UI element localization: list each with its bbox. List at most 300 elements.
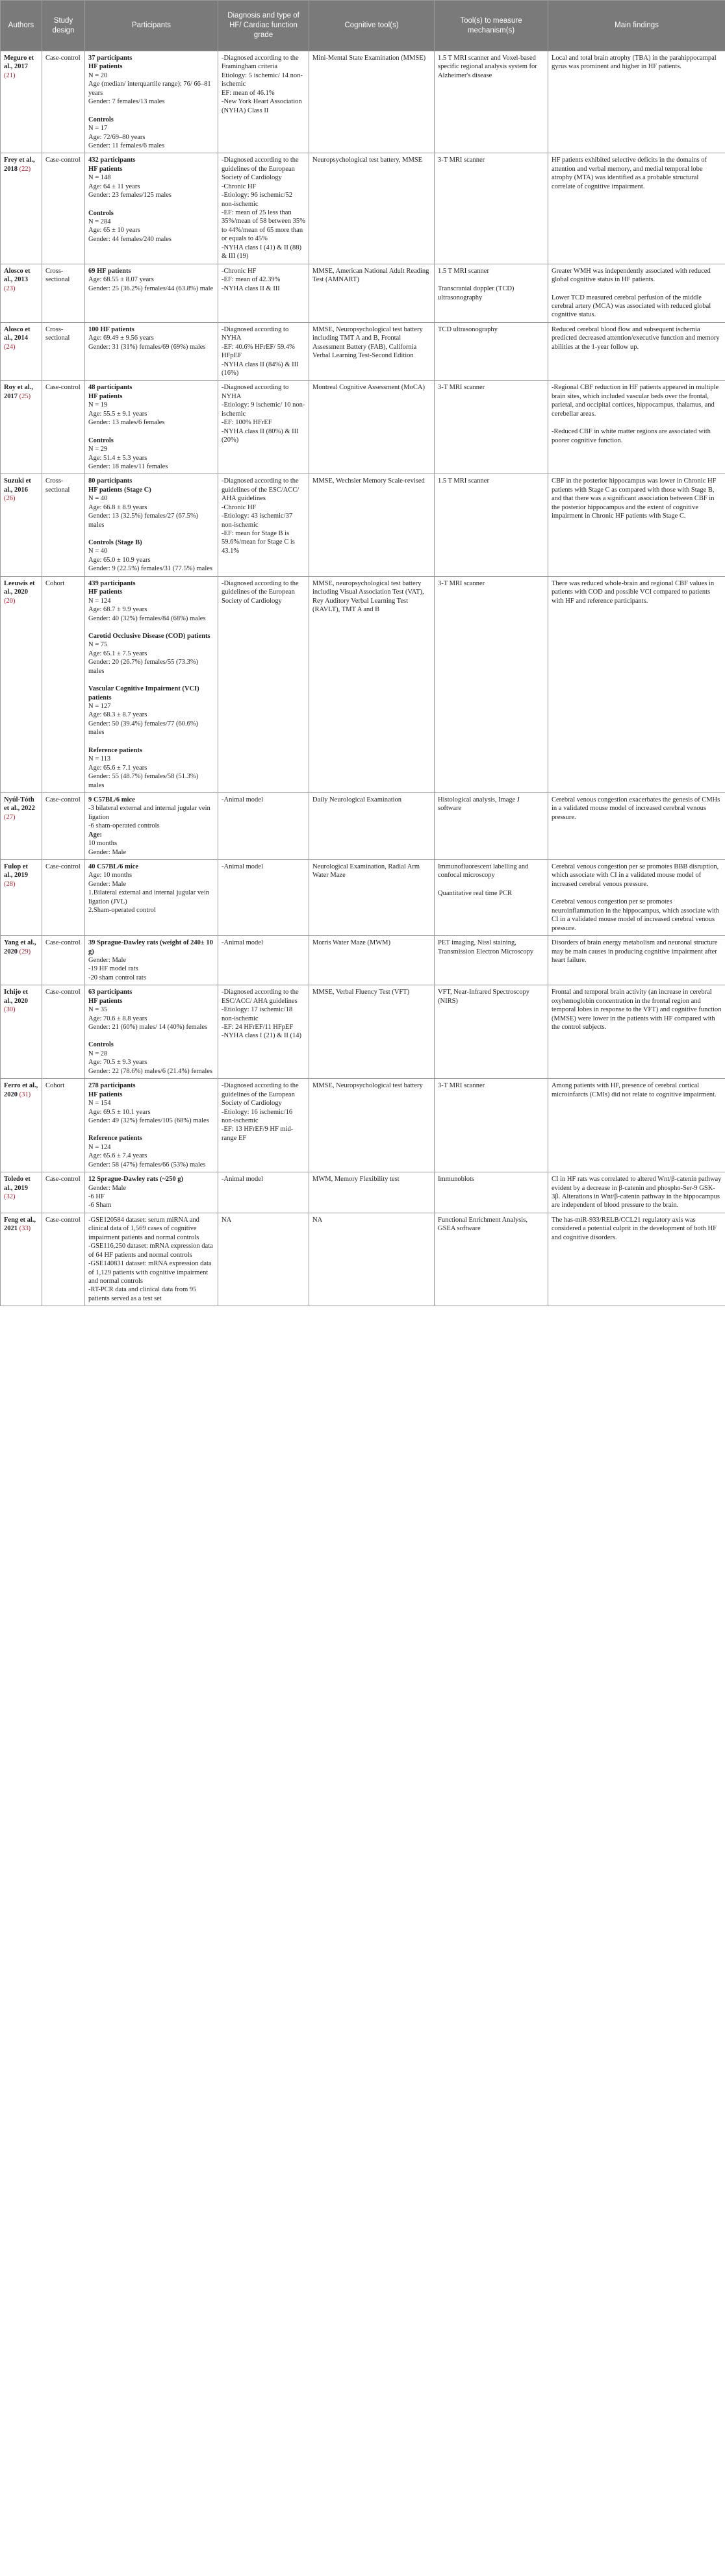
participants-cell — [85, 474, 218, 576]
author-cell — [1, 264, 42, 322]
participant-line: HF patients — [88, 165, 123, 173]
participant-line: -6 HF — [88, 1193, 105, 1200]
reference-link[interactable]: (28) — [4, 880, 16, 888]
participant-line: Gender: 25 (36.2%) females/44 (63.8%) male — [88, 284, 214, 292]
diagnosis-line: -Animal model — [222, 796, 263, 803]
author-cell — [1, 860, 42, 936]
table-row — [1, 792, 725, 859]
diagnosis-line: -Diagnosed according to NYHA — [222, 325, 289, 342]
study-design-cell — [42, 153, 85, 264]
participant-line: Gender: Male — [88, 956, 127, 964]
participant-line: Age: 70.6 ± 8.8 years — [88, 1015, 147, 1022]
cognitive-tools: Mini-Mental State Examination (MMSE) — [312, 55, 426, 62]
author-name: Meguro et al., 2017 — [4, 55, 34, 71]
cognitive-tools: Montreal Cognitive Assessment (MoCA) — [312, 384, 425, 392]
mechanism-tool: VFT, Near-Infrared Spectroscopy (NIRS) — [438, 989, 529, 1005]
mechanism-tools-cell — [435, 1213, 548, 1306]
participant-line: 63 participants — [88, 989, 133, 996]
cognitive-tools-cell — [309, 936, 435, 985]
cognitive-tools-cell — [309, 792, 435, 859]
mechanism-tool: Transcranial doppler (TCD) ultrasonography — [438, 285, 515, 301]
diagnosis-line: -EF: 40.6% HFrEF/ 59.4% HFpEF — [222, 343, 295, 360]
participant-line: Age: 68.7 ± 9.9 years — [88, 606, 147, 614]
participants-cell — [85, 792, 218, 859]
study-design-cell — [42, 264, 85, 322]
diagnosis-line: -Animal model — [222, 939, 263, 947]
mechanism-tools-cell — [435, 474, 548, 576]
participant-line: Gender: 13 males/6 females — [88, 419, 165, 427]
participant-line: N = 127 — [88, 703, 111, 710]
author-cell — [1, 792, 42, 859]
mechanism-tool: 3-T MRI scanner — [438, 579, 485, 587]
participant-line: 80 participants — [88, 477, 133, 485]
cognitive-tools: MWM, Memory Flexibility test — [312, 1176, 400, 1183]
author-cell — [1, 474, 42, 576]
participant-line: Gender: 31 (31%) females/69 (69%) males — [88, 343, 206, 351]
diagnosis-cell — [218, 860, 309, 936]
cognitive-tools: Morris Water Maze (MWM) — [312, 939, 390, 947]
cognitive-tools: Daily Neurological Examination — [312, 796, 402, 803]
participant-line: Age: 51.4 ± 5.3 years — [88, 454, 147, 462]
diagnosis-line: -Diagnosed according to the guidelines of the ESC/ACC/ AHA guidelines — [222, 477, 299, 503]
cognitive-tools-cell — [309, 51, 435, 153]
participant-line: Age: 65.6 ± 7.1 years — [88, 764, 147, 772]
author-name: Fulop et al., 2019 — [4, 863, 29, 879]
header-diagnosis: Diagnosis and type of HF/ Cardiac function grade — [218, 1, 309, 51]
participants-cell — [85, 1079, 218, 1172]
participant-line: Gender: 7 females/13 males — [88, 98, 165, 106]
diagnosis-cell — [218, 576, 309, 792]
participant-line: 40 C57BL/6 mice — [88, 863, 138, 870]
diagnosis-line: -Animal model — [222, 1176, 263, 1183]
main-findings-cell — [548, 381, 725, 474]
cognitive-tools-cell — [309, 1172, 435, 1213]
finding-text: CBF in the posterior hippocampus was lower in Chronic HF patients with Stage C as compared with those with Stage B, and that there was a significant association between CBF in the posterior hippocampus and the extent of cognitive impairment in Chronic HF patients with Stage C. — [552, 477, 717, 520]
diagnosis-cell — [218, 474, 309, 576]
spacer — [88, 200, 214, 209]
participant-line: N = 148 — [88, 174, 111, 182]
main-findings-cell — [548, 792, 725, 859]
reference-link[interactable]: (21) — [4, 71, 16, 79]
diagnosis-cell — [218, 985, 309, 1079]
participants-cell — [85, 1172, 218, 1213]
participant-line: Age: 55.5 ± 9.1 years — [88, 410, 147, 418]
participant-line: Controls — [88, 209, 114, 217]
mechanism-tools-cell — [435, 381, 548, 474]
participant-line: Age: 65.1 ± 7.5 years — [88, 650, 147, 657]
participants-cell — [85, 381, 218, 474]
spacer — [88, 737, 214, 746]
cognitive-tools: NA — [312, 1216, 323, 1224]
participant-line: Gender: 50 (39.4%) females/77 (60.6%) males — [88, 720, 199, 737]
main-findings-cell — [548, 985, 725, 1079]
header-cognitive-tools: Cognitive tool(s) — [309, 1, 435, 51]
participant-line: 1.Bilateral external and internal jugular vein ligation (JVL) — [88, 889, 210, 905]
study-design: Cross-sectional — [45, 267, 70, 284]
diagnosis-line: -Diagnosed according to the guidelines of the European Society of Cardiology — [222, 1082, 299, 1107]
study-design: Case-control — [45, 796, 81, 803]
participant-line: HF patients — [88, 588, 123, 596]
author-name: Yang et al., 2020 — [4, 939, 36, 955]
study-design: Case-control — [45, 157, 81, 164]
reference-link[interactable]: (32) — [4, 1193, 16, 1200]
participant-line: Controls — [88, 116, 114, 123]
finding-text: Cerebral venous congestion exacerbates the genesis of CMHs in a validated mouse model of increased cerebral venous pressure. — [552, 796, 720, 821]
cognitive-tools-cell — [309, 322, 435, 381]
participant-line: Age: 68.3 ± 8.7 years — [88, 711, 147, 719]
mechanism-tools-cell — [435, 985, 548, 1079]
finding-text: Among patients with HF, presence of cerebral cortical microinfarcts (CMIs) did not relate to cognitive impairment. — [552, 1082, 717, 1098]
mechanism-tool: Immunoblots — [438, 1176, 475, 1183]
diagnosis-line: EF: mean of 46.1% — [222, 89, 275, 97]
study-design: Case-control — [45, 384, 81, 392]
participant-line: N = 75 — [88, 641, 108, 649]
cognitive-tools: MMSE, Verbal Fluency Test (VFT) — [312, 989, 410, 996]
cognitive-tools: MMSE, Neuropsychological test battery — [312, 1082, 423, 1090]
participants-cell — [85, 153, 218, 264]
participant-line: Age: 68.55 ± 8.07 years — [88, 276, 154, 284]
diagnosis-cell — [218, 1079, 309, 1172]
finding-text: CI in HF rats was correlated to altered Wnt/β-catenin pathway evident by a decrease in β-catenin and phospho-Ser-9 GSK-3β. Alterations in Wnt/β-catenin pathway in the hippocampus are independent of blood pressure to the brain. — [552, 1176, 722, 1209]
participant-line: Controls (Stage B) — [88, 539, 142, 546]
participant-line: Gender: 44 females/240 males — [88, 235, 172, 243]
participant-line: 278 participants — [88, 1082, 136, 1090]
diagnosis-line: -Etiology: 96 ischemic/52 non-ischemic — [222, 192, 293, 208]
finding-text: HF patients exhibited selective deficits in the domains of attention and verbal memory, and medial temporal lobe atrophy (MTA) was identified as a probable structural correlate of cognitive impairment. — [552, 157, 707, 190]
participant-line: Gender: 20 (26.7%) females/55 (73.3%) males — [88, 659, 199, 675]
table-body — [1, 51, 725, 1306]
mechanism-tool: Functional Enrichment Analysis, GSEA software — [438, 1216, 528, 1233]
header-mechanism-tools: Tool(s) to measure mechanism(s) — [435, 1, 548, 51]
mechanism-tool: PET imaging, Nissl staining, Transmission Electron Microscopy — [438, 939, 534, 955]
author-name: Ferro et al., 2020 — [4, 1082, 38, 1098]
mechanism-tools-cell — [435, 936, 548, 985]
finding-text: Reduced cerebral blood flow and subsequent ischemia predicted decreased attention/executive function and memory abilities at the 1-year follow up. — [552, 325, 720, 351]
participant-line: N = 28 — [88, 1050, 108, 1057]
cognitive-tools-cell — [309, 1213, 435, 1306]
participant-line: -GSE116,250 dataset: mRNA expression data of 64 HF patients and normal controls — [88, 1243, 213, 1259]
author-name: Suzuki et al., 2016 — [4, 477, 31, 494]
author-cell — [1, 322, 42, 381]
spacer — [88, 1031, 214, 1041]
participant-line: Age: 10 months — [88, 872, 133, 879]
author-name: Frey et al., 2018 — [4, 157, 35, 173]
mechanism-tools-cell — [435, 860, 548, 936]
mechanism-tools-cell — [435, 1079, 548, 1172]
study-design-cell — [42, 1172, 85, 1213]
author-cell — [1, 936, 42, 985]
study-design: Case-control — [45, 1176, 81, 1183]
participant-line: -GSE140831 dataset: mRNA expression data of 1,129 patients with cognitive impairment and normal controls — [88, 1260, 212, 1285]
cognitive-tools: MMSE, Wechsler Memory Scale-revised — [312, 477, 425, 485]
spacer — [88, 623, 214, 632]
diagnosis-line: NA — [222, 1216, 232, 1224]
mechanism-tools-cell — [435, 153, 548, 264]
study-design: Case-control — [45, 939, 81, 947]
diagnosis-cell — [218, 264, 309, 322]
main-findings-cell — [548, 474, 725, 576]
participant-line: Gender: 21 (60%) males/ 14 (40%) females — [88, 1024, 208, 1031]
participant-line: Controls — [88, 1041, 114, 1049]
study-design-cell — [42, 381, 85, 474]
participants-cell — [85, 322, 218, 381]
participants-cell — [85, 51, 218, 153]
participant-line: N = 154 — [88, 1100, 111, 1107]
diagnosis-line: -NYHA class II (84%) & III (16%) — [222, 360, 299, 377]
mechanism-tools-cell — [435, 51, 548, 153]
diagnosis-line: -Chronic HF — [222, 267, 257, 275]
participant-line: HF patients — [88, 392, 123, 400]
spacer — [88, 1125, 214, 1134]
participant-line: N = 29 — [88, 446, 108, 453]
reference-link[interactable]: (33) — [18, 1225, 31, 1233]
participant-line: Reference patients — [88, 746, 142, 754]
author-name: Alosco et al., 2013 — [4, 267, 31, 284]
study-design-cell — [42, 576, 85, 792]
mechanism-tool: 3-T MRI scanner — [438, 1082, 485, 1090]
study-design-cell — [42, 474, 85, 576]
spacer — [552, 418, 722, 427]
participants-cell — [85, 860, 218, 936]
study-design: Case-control — [45, 863, 81, 870]
diagnosis-cell — [218, 322, 309, 381]
participant-line: Reference patients — [88, 1135, 142, 1143]
finding-text: Cerebral venous congestion per se promotes BBB disruption, which associate with CI in a validated mouse model of increased cerebral venous pressure. — [552, 863, 719, 888]
reference-link[interactable]: (26) — [4, 495, 16, 503]
participant-line: Age: 69.5 ± 10.1 years — [88, 1108, 151, 1116]
header-main-findings: Main findings — [548, 1, 725, 51]
diagnosis-cell — [218, 936, 309, 985]
author-cell — [1, 1213, 42, 1306]
participant-line: Gender: 49 (32%) females/105 (68%) males — [88, 1117, 209, 1124]
table-row — [1, 1213, 725, 1306]
study-design: Cohort — [45, 579, 65, 587]
reference-link[interactable]: (31) — [18, 1091, 31, 1098]
finding-text: -Regional CBF reduction in HF patients appeared in multiple brain sites, which included vascular beds over the frontal, parietal, and occipital cortices, hippocampus, thalamus, and cerebellar areas. — [552, 384, 719, 418]
participants-cell — [85, 576, 218, 792]
cognitive-tools: Neuropsychological test battery, MMSE — [312, 157, 423, 164]
study-design-cell — [42, 51, 85, 153]
reference-link[interactable]: (20) — [4, 597, 16, 605]
main-findings-cell — [548, 322, 725, 381]
main-findings-cell — [548, 264, 725, 322]
participant-line: Carotid Occlusive Disease (COD) patients — [88, 632, 210, 640]
spacer — [88, 107, 214, 116]
mechanism-tool: 1.5 T MRI scanner — [438, 267, 489, 275]
table-row — [1, 936, 725, 985]
participant-line: Controls — [88, 436, 114, 444]
table-row — [1, 985, 725, 1079]
diagnosis-line: -Animal model — [222, 863, 263, 870]
table-row — [1, 153, 725, 264]
participant-line: Vascular Cognitive Impairment (VCI) patients — [88, 685, 199, 701]
author-cell — [1, 1079, 42, 1172]
diagnosis-line: -NYHA class I (21) & II (14) — [222, 1032, 302, 1040]
participant-line: 9 C57BL/6 mice — [88, 796, 135, 803]
participant-line: 439 participants — [88, 579, 136, 587]
main-findings-cell — [548, 860, 725, 936]
diagnosis-cell — [218, 153, 309, 264]
table-row — [1, 474, 725, 576]
author-name: Alosco et al., 2014 — [4, 325, 31, 342]
participant-line: Gender: 40 (32%) females/84 (68%) males — [88, 614, 206, 622]
diagnosis-line: -NYHA class II & III — [222, 284, 280, 292]
author-name: Nyúl-Tóth et al., 2022 — [4, 796, 35, 813]
participant-line: -20 sham control rats — [88, 974, 146, 981]
study-design: Cohort — [45, 1082, 65, 1090]
participant-line: N = 113 — [88, 755, 111, 763]
cognitive-tools: MMSE, Neuropsychological test battery including TMT A and B, Frontal Assessment Battery (FAB), California Verbal Learning Test-Second Edition — [312, 325, 423, 360]
participant-line: -3 bilateral external and internal jugular vein ligation — [88, 805, 210, 821]
diagnosis-line: -Etiology: 9 ischemic/ 10 non-ischemic — [222, 401, 305, 418]
diagnosis-line: -EF: 13 HFrEF/9 HF mid-range EF — [222, 1126, 294, 1142]
participant-line: HF patients — [88, 63, 123, 71]
diagnosis-line: -Chronic HF — [222, 183, 257, 190]
study-design-cell — [42, 322, 85, 381]
diagnosis-line: -EF: 100% HFrEF — [222, 419, 272, 427]
author-cell — [1, 1172, 42, 1213]
cognitive-tools: MMSE, neuropsychological test battery including Visual Association Test (VAT), Rey Auditory Verbal Learning Test (RAVLT), TMT A and B — [312, 579, 424, 614]
diagnosis-line: -NYHA class II (80%) & III (20%) — [222, 427, 299, 444]
main-findings-cell — [548, 1172, 725, 1213]
finding-text: Disorders of brain energy metabolism and neuronal structure may be main causes in producing cognitive impairment after heart failure. — [552, 939, 718, 964]
diagnosis-cell — [218, 51, 309, 153]
diagnosis-line: -New York Heart Association (NYHA) Class II — [222, 98, 302, 114]
reference-link[interactable]: (25) — [18, 392, 31, 400]
mechanism-tool: Histological analysis, Image J software — [438, 796, 520, 813]
participant-line: Gender: 23 females/125 males — [88, 192, 172, 199]
finding-text: The has-miR-933/RELB/CCL21 regulatory axis was considered a potential culprit in the development of both HF and cognitive disorders. — [552, 1216, 717, 1241]
diagnosis-cell — [218, 1172, 309, 1213]
cognitive-tools-cell — [309, 1079, 435, 1172]
mechanism-tool: Immunofluorescent labelling and confocal microscopy — [438, 863, 529, 879]
participants-cell — [85, 936, 218, 985]
participant-line: Gender: Male — [88, 1184, 127, 1192]
spacer — [438, 880, 544, 889]
participant-line: Age (median/ interquartile range): 76/ 66–81 years — [88, 81, 211, 97]
study-design: Case-control — [45, 989, 81, 996]
diagnosis-line: -EF: mean of 25 less than 35%/mean of 58 between 35% to 44%/mean of 65 more than or equals to 45% — [222, 209, 305, 243]
reference-link[interactable]: (23) — [4, 284, 16, 292]
author-name: Feng et al., 2021 — [4, 1216, 36, 1233]
table-row — [1, 264, 725, 322]
mechanism-tools-cell — [435, 792, 548, 859]
participant-line: Gender: 55 (48.7%) females/58 (51.3%) males — [88, 773, 199, 789]
study-design-cell — [42, 792, 85, 859]
mechanism-tools-cell — [435, 322, 548, 381]
study-design: Case-control — [45, 55, 81, 62]
spacer — [88, 529, 214, 538]
main-findings-cell — [548, 51, 725, 153]
reference-link[interactable]: (24) — [4, 343, 16, 351]
finding-text: Local and total brain atrophy (TBA) in the parahippocampal gyrus was prominent and higher in HF patients. — [552, 55, 717, 71]
cognitive-tools-cell — [309, 576, 435, 792]
participant-line: N = 20 — [88, 71, 108, 79]
participant-line: Age: — [88, 831, 102, 839]
reference-link[interactable]: (30) — [4, 1006, 16, 1014]
finding-text: -Reduced CBF in white matter regions are associated with poorer cognitive function. — [552, 428, 711, 444]
main-findings-cell — [548, 1079, 725, 1172]
study-design: Cross-sectional — [45, 325, 70, 342]
diagnosis-line: -NYHA class I (41) & II (88) & III (19) — [222, 244, 302, 260]
cognitive-tools: Neurological Examination, Radial Arm Water Maze — [312, 863, 420, 879]
participant-line: Age: 65.6 ± 7.4 years — [88, 1152, 147, 1160]
main-findings-cell — [548, 1213, 725, 1306]
spacer — [438, 275, 544, 284]
diagnosis-line: -Etiology: 43 ischemic/37 non-ischemic — [222, 512, 293, 529]
header-authors: Authors — [1, 1, 42, 51]
main-findings-cell — [548, 576, 725, 792]
author-name: Roy et al., 2017 — [4, 384, 33, 400]
diagnosis-line: Etiology: 5 ischemic/ 14 non-ischemic — [222, 71, 303, 88]
cognitive-tools-cell — [309, 381, 435, 474]
participants-cell — [85, 985, 218, 1079]
study-design-cell — [42, 860, 85, 936]
participant-line: Age: 65.0 ± 10.9 years — [88, 556, 151, 564]
header-study-design: Study design — [42, 1, 85, 51]
participant-line: -RT-PCR data and clinical data from 95 patients served as a test set — [88, 1286, 197, 1302]
diagnosis-cell — [218, 381, 309, 474]
participant-line: Age: 72/69–80 years — [88, 133, 146, 141]
author-name: Leeuwis et al., 2020 — [4, 579, 35, 596]
reference-link[interactable]: (22) — [18, 165, 31, 173]
participant-line: N = 17 — [88, 125, 108, 133]
mechanism-tool: 3-T MRI scanner — [438, 157, 485, 164]
table-header-row — [1, 1, 725, 51]
author-name: Toledo et al., 2019 — [4, 1176, 31, 1192]
spacer — [552, 284, 722, 294]
reference-link[interactable]: (29) — [18, 948, 31, 955]
table-row — [1, 322, 725, 381]
cognitive-tools-cell — [309, 153, 435, 264]
diagnosis-line: -EF: 24 HFrEF/11 HFpEF — [222, 1024, 294, 1031]
diagnosis-line: -Etiology: 16 ischemic/16 non-ischemic — [222, 1108, 293, 1124]
reference-link[interactable]: (27) — [4, 813, 16, 821]
participant-line: Gender: 58 (47%) females/66 (53%) males — [88, 1161, 206, 1168]
participant-line: 69 HF patients — [88, 267, 131, 275]
participant-line: Gender: 9 (22.5%) females/31 (77.5%) males — [88, 565, 212, 573]
spacer — [88, 427, 214, 436]
participant-line: N = 35 — [88, 1006, 108, 1014]
participant-line: Gender: 13 (32.5%) females/27 (67.5%) males — [88, 512, 199, 529]
participant-line: Gender: 22 (78.6%) males/6 (21.4%) females — [88, 1067, 212, 1075]
author-cell — [1, 985, 42, 1079]
participant-line: N = 40 — [88, 548, 108, 555]
finding-text: Cerebral venous congestion per se promotes neuroinflammation in the hippocampus, which associate with CI in a validated mouse model of increased cerebral venous pressure. — [552, 898, 720, 932]
participant-line: Gender: Male — [88, 848, 127, 856]
participant-line: HF patients (Stage C) — [88, 486, 151, 494]
study-design: Case-control — [45, 1216, 81, 1224]
diagnosis-line: -Etiology: 17 ischemic/18 non-ischemic — [222, 1006, 293, 1022]
participant-line: 100 HF patients — [88, 325, 134, 333]
participant-line: Age: 70.5 ± 9.3 years — [88, 1059, 147, 1067]
diagnosis-line: -Diagnosed according to the guidelines of the European Society of Cardiology — [222, 579, 299, 605]
diagnosis-cell — [218, 792, 309, 859]
study-design-cell — [42, 1213, 85, 1306]
participant-line: 39 Sprague-Dawley rats (weight of 240± 10 g) — [88, 939, 213, 955]
table-row — [1, 1172, 725, 1213]
author-cell — [1, 153, 42, 264]
mechanism-tool: TCD ultrasonography — [438, 325, 498, 333]
author-cell — [1, 576, 42, 792]
participant-line: HF patients — [88, 1091, 123, 1098]
participant-line: Gender: Male — [88, 880, 127, 888]
cognitive-tools-cell — [309, 474, 435, 576]
participant-line: Age: 66.8 ± 8.9 years — [88, 503, 147, 511]
participant-line: -6 Sham — [88, 1202, 112, 1209]
participant-line: Age: 65 ± 10 years — [88, 227, 140, 234]
participant-line: N = 124 — [88, 597, 111, 605]
